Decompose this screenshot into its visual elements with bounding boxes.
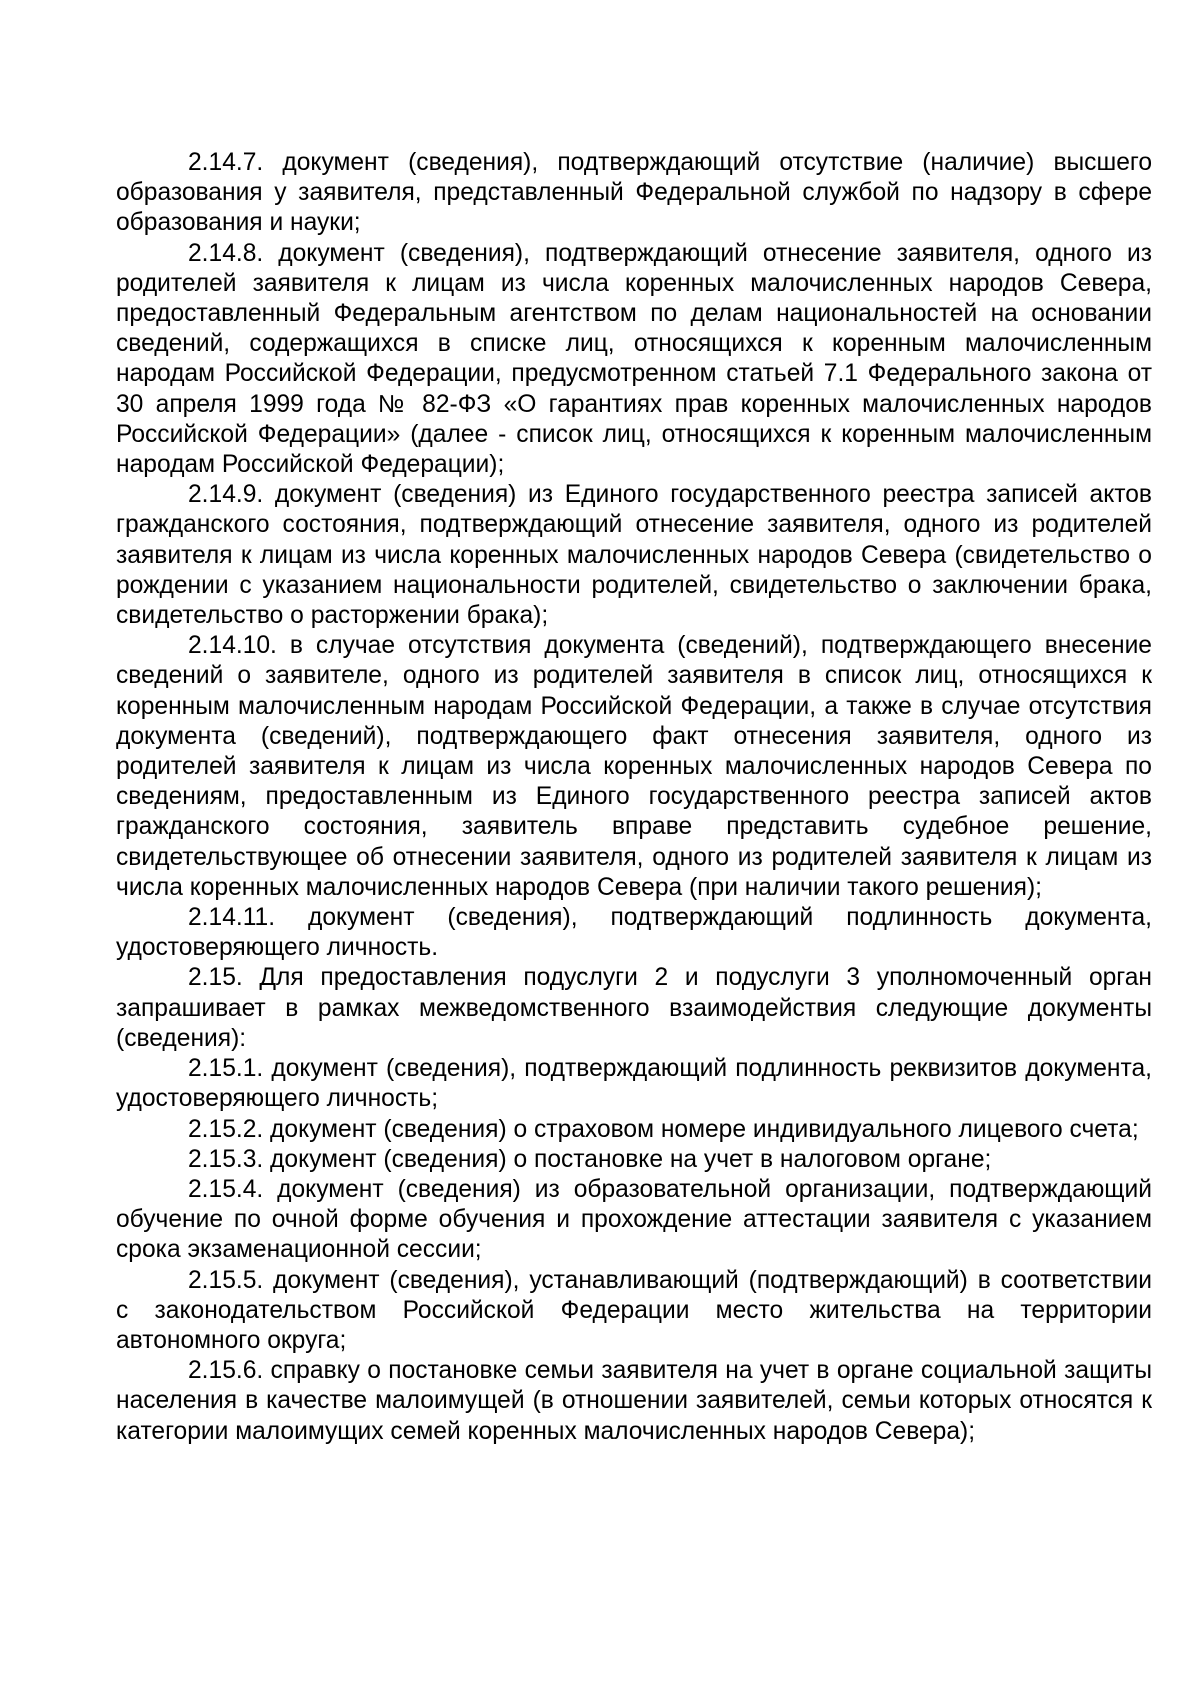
paragraph-2-15-5: 2.15.5. документ (сведения), устанавливающий (подтверждающий) в соответствии с законодательством Российской Федерации место жительства на территории автономного округа; [116,1266,1152,1354]
paragraph-2-15-1: 2.15.1. документ (сведения), подтверждающий подлинность реквизитов документа, удостоверяющего личность; [116,1055,1152,1113]
paragraph-2-15-2: 2.15.2. документ (сведения) о страховом номере индивидуального лицевого счета; [188,1115,1139,1143]
paragraph-2-15-6: 2.15.6. справку о постановке семьи заявителя на учет в органе социальной защиты населения в качестве малоимущей (в отношении заявителей, семьи которых относятся к категории малоимущих семей коренных малочисленных народов Севера); [116,1357,1152,1445]
paragraph-2-15-4: 2.15.4. документ (сведения) из образовательной организации, подтверждающий обучение по очной форме обучения и прохождение аттестации заявителя с указанием срока экзаменационной сессии; [116,1175,1152,1264]
paragraph-2-14-8: 2.14.8. документ (сведения), подтверждающий отнесение заявителя, одного из родителей заявителя к лицам из числа коренных малочисленных народов Севера, предоставленный Федеральным агентством по делам национальностей на основании сведений, содержащихся в списке лиц, относящихся к коренным малочисленным народам Российской Федерации, предусмотренном статьей 7.1 Федерального закона от 30 апреля 1999 года № 82-ФЗ «О гарантиях прав коренных малочисленных народов Российской Федерации» (далее - список лиц, относящихся к коренным малочисленным народам Российской Федерации); [116,239,1152,479]
paragraph-2-15-3: 2.15.3. документ (сведения) о постановке на учет в налоговом органе; [188,1145,992,1173]
paragraph-2-14-10: 2.14.10. в случае отсутствия документа (сведений), подтверждающего внесение сведений о заявителе, одного из родителей заявителя в список лиц, относящихся к коренным малочисленным народам Российской Федерации, а также в случае отсутствия документа (сведений), подтверждающего факт отнесения заявителя, одного из родителей заявителя к лицам из числа коренных малочисленных народов Севера по сведениям, предоставленным из Единого государственного реестра записей актов гражданского состояния, заявитель вправе представить судебное решение, свидетельствующее об отнесении заявителя, одного из родителей заявителя к лицам из числа коренных малочисленных народов Севера (при наличии такого решения); [116,632,1152,901]
document-body [116,148,1152,1447]
paragraph-2-14-11: 2.14.11. документ (сведения), подтверждающий подлинность документа, удостоверяющего личность. [116,904,1152,962]
paragraph-2-15: 2.15. Для предоставления подуслуги 2 и подуслуги 3 уполномоченный орган запрашивает в рамках межведомственного взаимодействия следующие документы (сведения): [116,964,1152,1052]
paragraph-2-14-7: 2.14.7. документ (сведения), подтверждающий отсутствие (наличие) высшего образования у заявителя, представленный Федеральной службой по надзору в сфере образования и науки; [116,149,1152,237]
paragraph-2-14-9: 2.14.9. документ (сведения) из Единого государственного реестра записей актов гражданского состояния, подтверждающий отнесение заявителя, одного из родителей заявителя к лицам из числа коренных малочисленных народов Севера (свидетельство о рождении с указанием национальности родителей, свидетельство о заключении брака, свидетельство о расторжении брака); [116,481,1152,630]
